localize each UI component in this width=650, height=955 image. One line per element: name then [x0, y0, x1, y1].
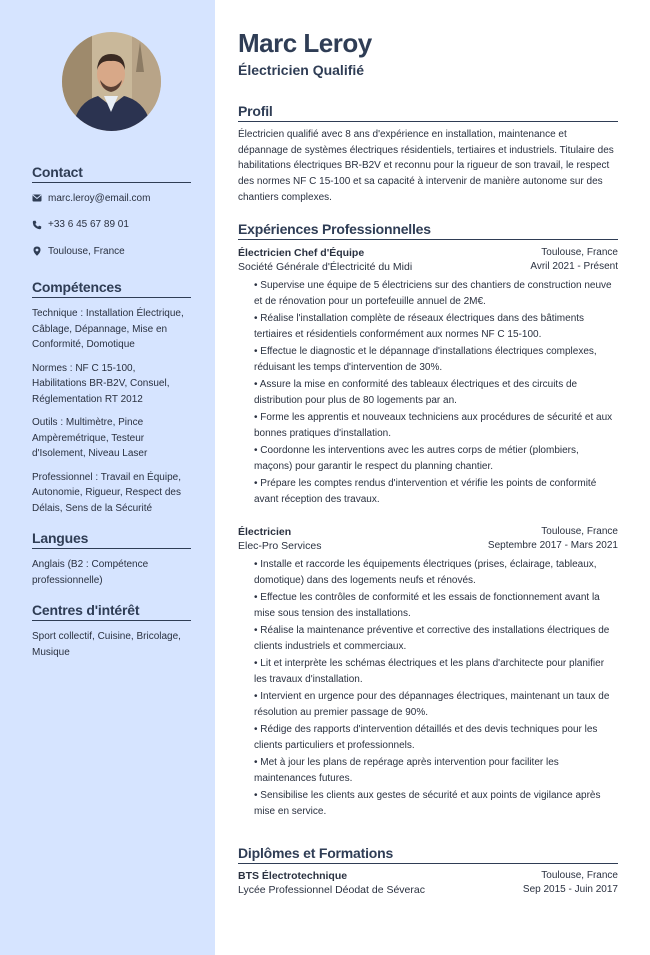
bullet-item: • Effectue les contrôles de conformité et les essais de fonctionnement avant la mise sous tension des installations.	[254, 592, 600, 619]
location-row	[32, 244, 191, 258]
interests-text: Sport collectif, Cuisine, Bricolage, Musique	[32, 631, 181, 658]
phone-row[interactable]	[32, 218, 191, 232]
education-head-row-1	[238, 869, 618, 883]
degree-name: BTS Électrotechnique	[238, 870, 348, 882]
skills-section	[32, 279, 191, 524]
job-dates: Septembre 2017 - Mars 2021	[487, 540, 618, 551]
job-company: Elec-Pro Services	[238, 540, 322, 552]
bullet-item: • Rédige des rapports d'intervention détaillés et des devis techniques pour les clients particuliers et professionnels.	[254, 724, 598, 751]
profile-title: Profil	[238, 103, 618, 122]
bullet-item: • Assure la mise en conformité des tableaux électriques et des circuits de distribution pour plus de 80 logements par an.	[254, 379, 578, 406]
map-pin-icon	[32, 246, 42, 256]
bullet-item: • Coordonne les interventions avec les autres corps de métier (plombiers, maçons) pour garantir le respect du planning chantier.	[254, 445, 579, 472]
bullet-item: • Prépare les comptes rendus d'intervention et vérifie les points de conformité avant réception des travaux.	[254, 478, 597, 505]
bullet-item: • Intervient en urgence pour des dépannages électriques, maintenant un taux de résolution au premier passage de 90%.	[254, 691, 610, 718]
phone-icon	[32, 220, 42, 230]
education-location: Toulouse, France	[541, 870, 618, 881]
bullet-item: • Forme les apprentis et nouveaux techniciens aux procédures de sécurité et aux bonnes pratiques d'installation.	[254, 412, 613, 439]
bullet-item: • Effectue le diagnostic et le dépannage d'installations électriques complexes, réduisant les temps d'intervention de 30%.	[254, 346, 597, 373]
skill-item: Professionnel : Travail en Équipe, Autonomie, Rigueur, Respect des Délais, Sens de la Sécurité	[32, 471, 181, 514]
interests-title: Centres d'intérêt	[32, 602, 191, 621]
person-name: Marc Leroy	[238, 28, 372, 58]
job-role: Électricien Chef d'Équipe	[238, 247, 365, 259]
school-name: Lycée Professionnel Déodat de Séverac	[238, 884, 425, 896]
job-bullets	[254, 278, 618, 507]
contact-title: Contact	[32, 164, 191, 183]
education-dates: Sep 2015 - Juin 2017	[522, 884, 618, 895]
job-head-row-1	[238, 246, 618, 260]
education-entry	[238, 869, 618, 897]
education-title: Diplômes et Formations	[238, 845, 618, 864]
email-text[interactable]: marc.leroy@email.com	[48, 192, 151, 204]
profile-text: Électricien qualifié avec 8 ans d'expérience en installation, maintenance et dépannage de systèmes électriques résidentiels, tertiaires et industriels. Titulaire des habilitations électriques BR-B2V et reconnu pour la rigueur de son travail, le respect des normes NF C 15-100 et sa capacité à intervenir de manière autonome sur des chantiers complexes.	[238, 129, 614, 203]
phone-text[interactable]: +33 6 45 67 89 01	[48, 219, 129, 230]
bullet-item: • Installe et raccorde les équipements électriques (prises, éclairage, tableaux, domotique) dans des logements neufs et rénovés.	[254, 559, 597, 586]
skill-item: Normes : NF C 15-100, Habilitations BR-B2V, Consuel, Réglementation RT 2012	[32, 362, 170, 405]
sidebar	[0, 0, 215, 955]
bullet-item: • Réalise l'installation complète de réseaux électriques dans des bâtiments tertiaires et résidentiels conformément aux normes NF C 15-100.	[254, 313, 585, 340]
job-entry	[238, 246, 618, 509]
job-title: Électricien Qualifié	[238, 62, 365, 78]
job-location: Toulouse, France	[541, 526, 618, 537]
envelope-icon	[32, 193, 42, 203]
languages-section	[32, 530, 191, 588]
experience-title: Expériences Professionnelles	[238, 221, 618, 240]
languages-title: Langues	[32, 530, 191, 549]
job-company: Société Générale d'Électricité du Midi	[238, 261, 413, 273]
contact-section	[32, 164, 191, 271]
bullet-item: • Supervise une équipe de 5 électriciens sur des chantiers de construction neuve et de rénovation pour un portefeuille annuel de 2M€.	[254, 280, 612, 307]
job-head-row-1	[238, 525, 618, 539]
job-location: Toulouse, France	[541, 247, 618, 258]
interests-section	[32, 602, 191, 660]
bullet-item: • Met à jour les plans de repérage après intervention pour faciliter les maintenances futures.	[254, 757, 559, 784]
bullet-item: • Sensibilise les clients aux gestes de sécurité et aux points de vigilance après mise en service.	[254, 790, 601, 817]
education-head-row-2	[238, 883, 618, 897]
job-role: Électricien	[238, 526, 292, 538]
location-text: Toulouse, France	[48, 245, 125, 257]
job-bullets	[254, 557, 618, 819]
bullet-item: • Réalise la maintenance préventive et corrective des installations électriques de clients industriels et commerciaux.	[254, 625, 610, 652]
skill-item: Technique : Installation Électrique, Câblage, Dépannage, Mise en Conformité, Domotique	[32, 308, 184, 350]
skills-title: Compétences	[32, 279, 191, 298]
skill-item: Outils : Multimètre, Pince Ampèremétrique, Testeur d'Isolement, Niveau Laser	[32, 417, 148, 459]
job-head-row-2	[238, 260, 618, 274]
languages-text: Anglais (B2 : Compétence professionnelle)	[32, 559, 149, 586]
bullet-item: • Lit et interprète les schémas électriques et les plans d'architecte pour planifier les travaux d'installation.	[254, 658, 605, 685]
email-row[interactable]	[32, 191, 191, 205]
job-head-row-2	[238, 539, 618, 553]
profile-photo	[62, 32, 161, 131]
job-dates: Avril 2021 - Présent	[530, 261, 618, 272]
job-entry	[238, 525, 618, 821]
